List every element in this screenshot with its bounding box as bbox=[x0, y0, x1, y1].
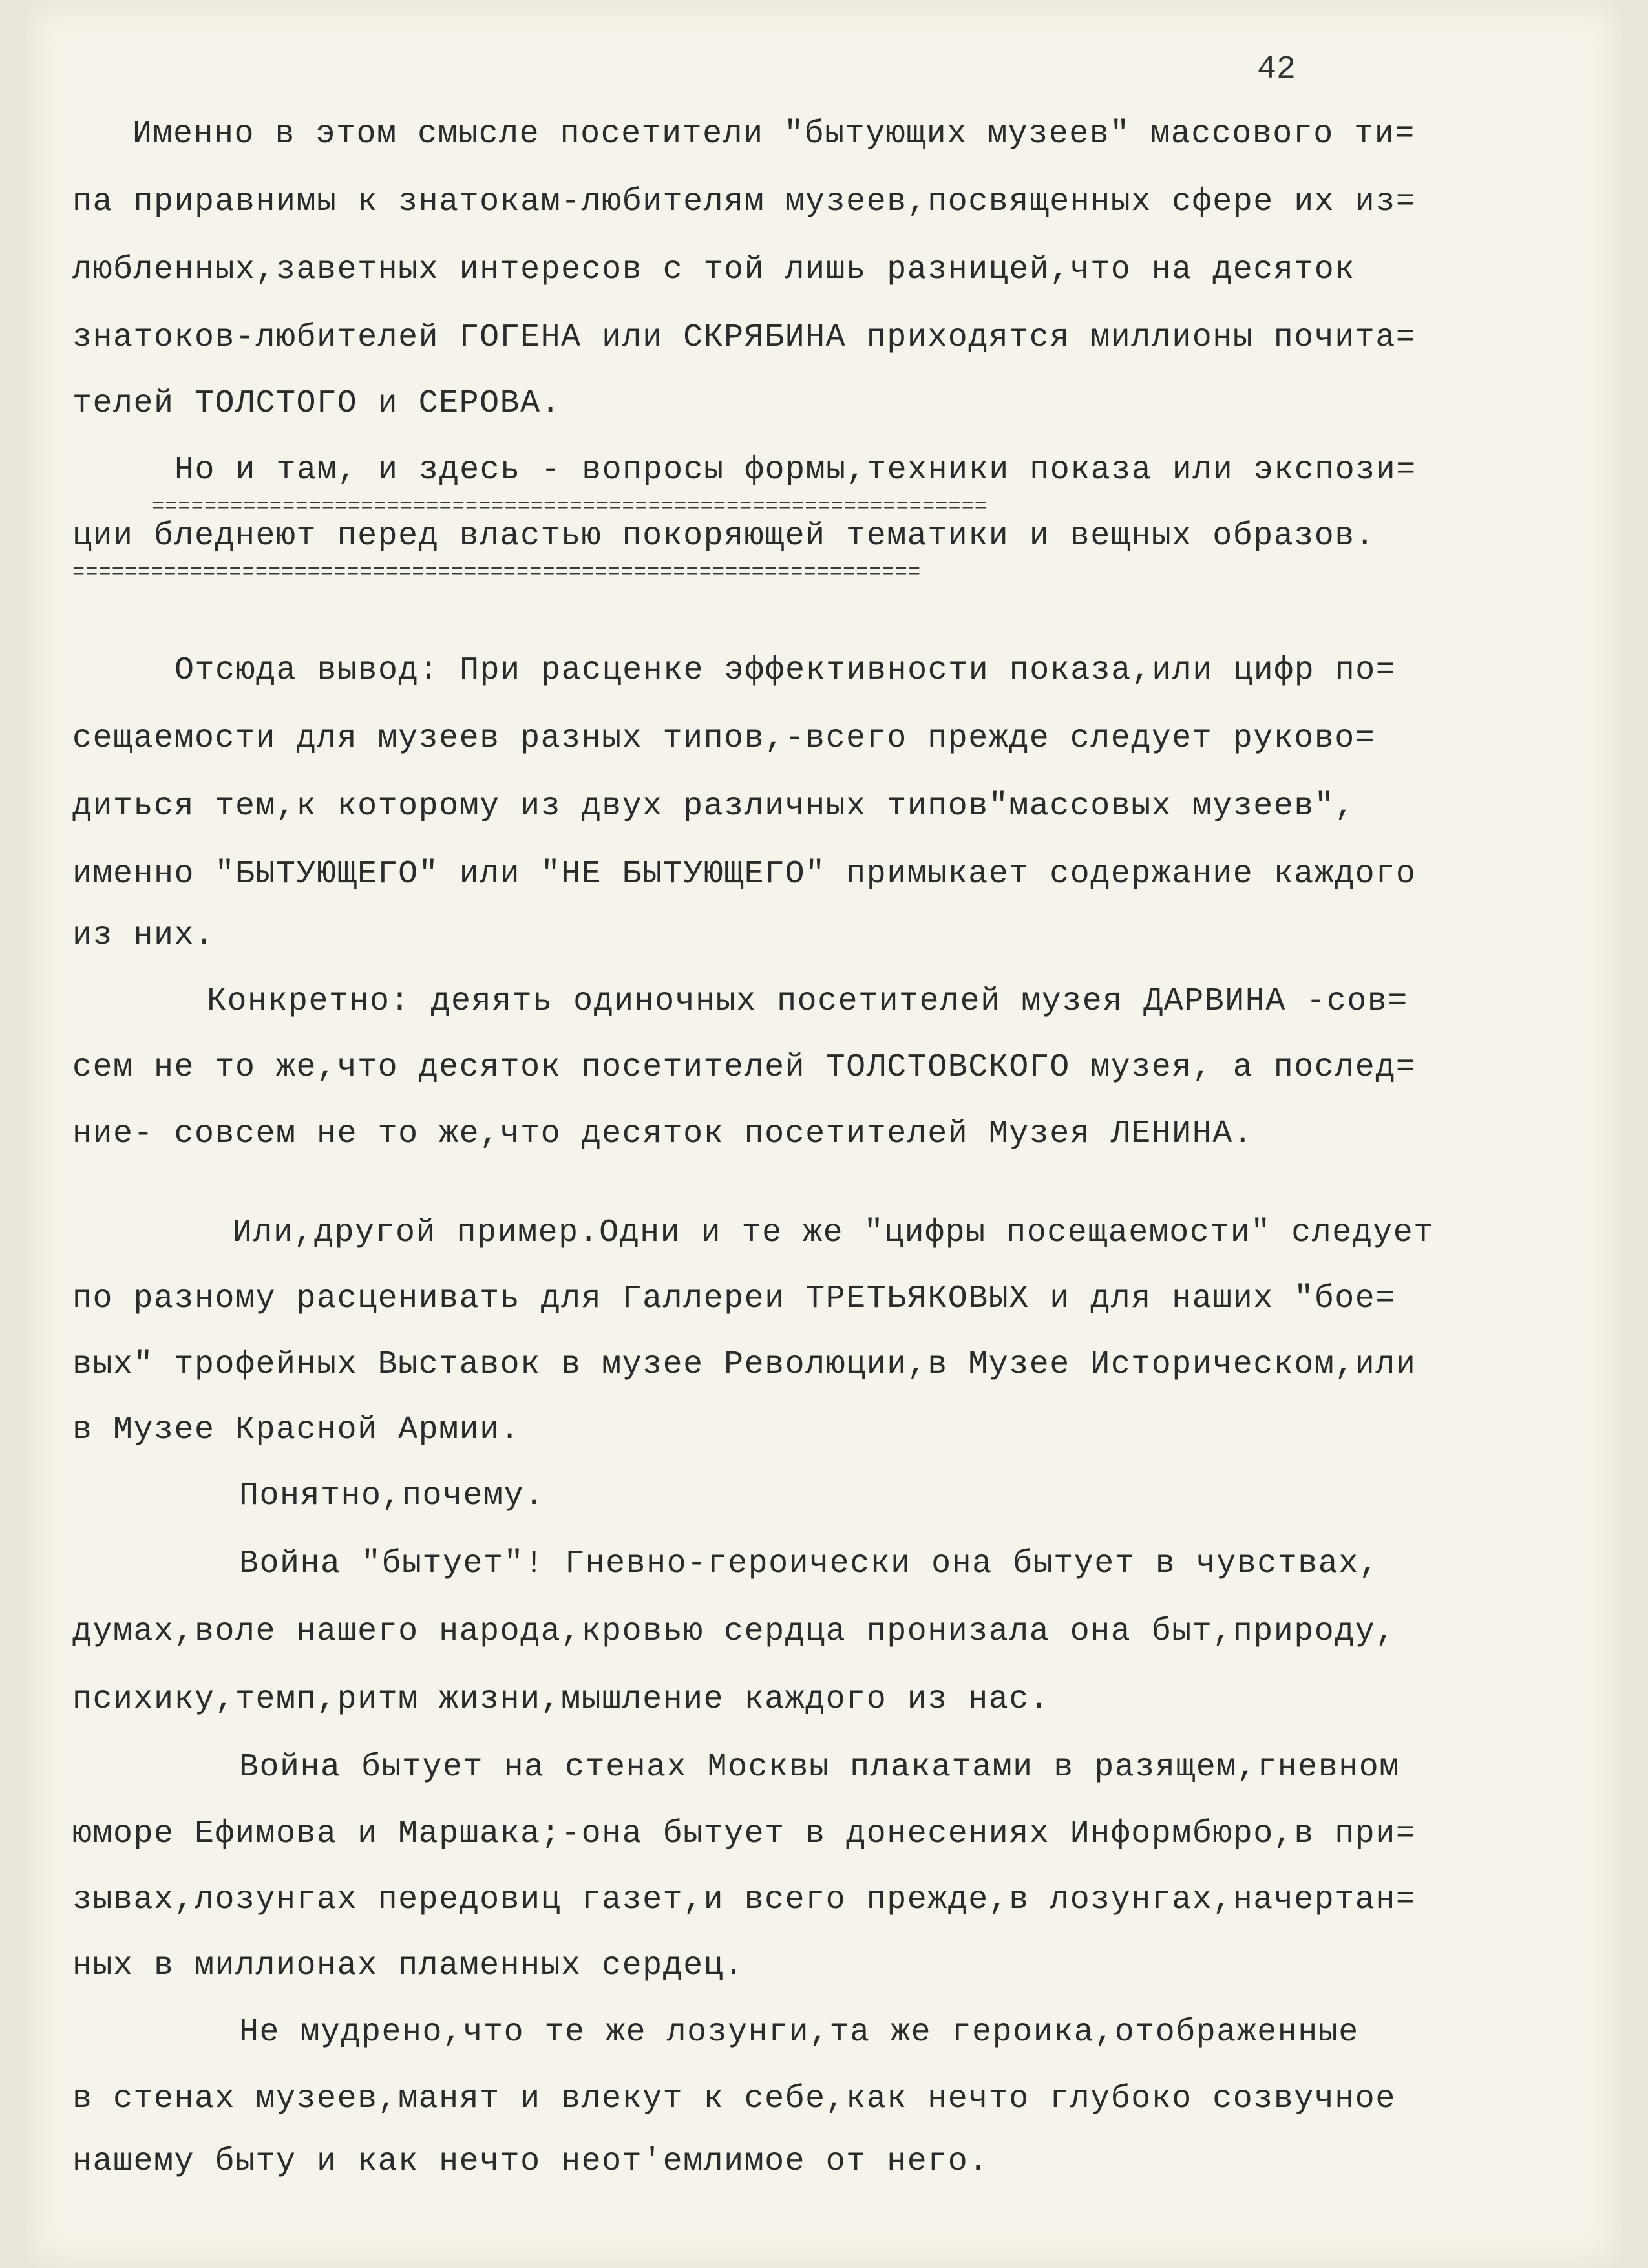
text-line: вых" трофейных Выставок в музее Революции,в Музее Историческом,или bbox=[72, 1346, 1417, 1383]
text-line: юморе Ефимова и Маршака;-она бытует в донесениях Информбюро,в при= bbox=[72, 1816, 1417, 1852]
text-line: знатоков-любителей ГОГЕНА или СКРЯБИНА приходятся миллионы почита= bbox=[72, 319, 1417, 356]
text-line: па приравнимы к знатокам-любителям музеев,посвященных сфере их из= bbox=[72, 184, 1417, 220]
double-underline: ================================================================ bbox=[152, 494, 988, 518]
text-line: сем не то же,что десяток посетителей ТОЛСТОВСКОГО музея, а послед= bbox=[72, 1049, 1417, 1086]
text-line: Понятно,почему. bbox=[239, 1478, 545, 1514]
text-line: Отсюда вывод: При расценке эффективности показа,или цифр по= bbox=[174, 652, 1397, 689]
text-line: любленных,заветных интересов с той лишь разницей,что на десяток bbox=[72, 251, 1355, 288]
text-line: Именно в этом смысле посетители "бытующих музеев" массового ти= bbox=[132, 116, 1415, 153]
text-line: думах,воле нашего народа,кровью сердца пронизала она быт,природу, bbox=[72, 1613, 1396, 1650]
text-line: по разному расценивать для Галлереи ТРЕТЬЯКОВЫХ и для наших "бое= bbox=[72, 1280, 1396, 1317]
text-line: диться тем,к которому из двух различных типов"массовых музеев", bbox=[72, 788, 1355, 825]
text-line: Или,другой пример.Одни и те же "цифры посещаемости" следует bbox=[233, 1214, 1434, 1251]
text-line: зывах,лозунгах передовиц газет,и всего прежде,в лозунгах,начертан= bbox=[72, 1881, 1417, 1918]
text-line: психику,темп,ритм жизни,мышление каждого из нас. bbox=[72, 1681, 1050, 1718]
text-line: сещаемости для музеев разных типов,-всего прежде следует руково= bbox=[72, 720, 1376, 757]
text-line: Война бытует на стенах Москвы плакатами в разящем,гневном bbox=[239, 1749, 1400, 1786]
text-line: в Музее Красной Армии. bbox=[72, 1412, 521, 1448]
text-line: именно "БЫТУЮЩЕГО" или "НЕ БЫТУЮЩЕГО" примыкает содержание каждого bbox=[72, 856, 1417, 893]
text-line: в стенах музеев,манят и влекут к себе,как нечто глубоко созвучное bbox=[72, 2081, 1396, 2117]
text-line: ции бледнеют перед властью покоряющей тематики и вещных образов. bbox=[72, 518, 1376, 555]
text-line: ных в миллионах пламенных сердец. bbox=[72, 1947, 745, 1984]
text-line: из них. bbox=[72, 917, 215, 954]
text-line: ние- совсем не то же,что десяток посетителей Музея ЛЕНИНА. bbox=[72, 1116, 1254, 1152]
text-line: Не мудрено,что те же лозунги,та же героика,отображенные bbox=[239, 2014, 1359, 2051]
text-line: Конкретно: деяять одиночных посетителей музея ДАРВИНА -сов= bbox=[207, 983, 1408, 1020]
text-line: Но и там, и здесь - вопросы формы,техники показа или экспози= bbox=[174, 452, 1417, 489]
text-line: Война "бытует"! Гневно-героически она бытует в чувствах, bbox=[239, 1545, 1380, 1582]
text-line: телей ТОЛСТОГО и СЕРОВА. bbox=[72, 385, 562, 422]
page-number: 42 bbox=[1257, 51, 1296, 88]
double-underline: ================================================================= bbox=[72, 560, 922, 584]
text-line: нашему быту и как нечто неот'емлимое от него. bbox=[72, 2143, 989, 2180]
typewritten-page bbox=[26, 0, 1622, 2268]
